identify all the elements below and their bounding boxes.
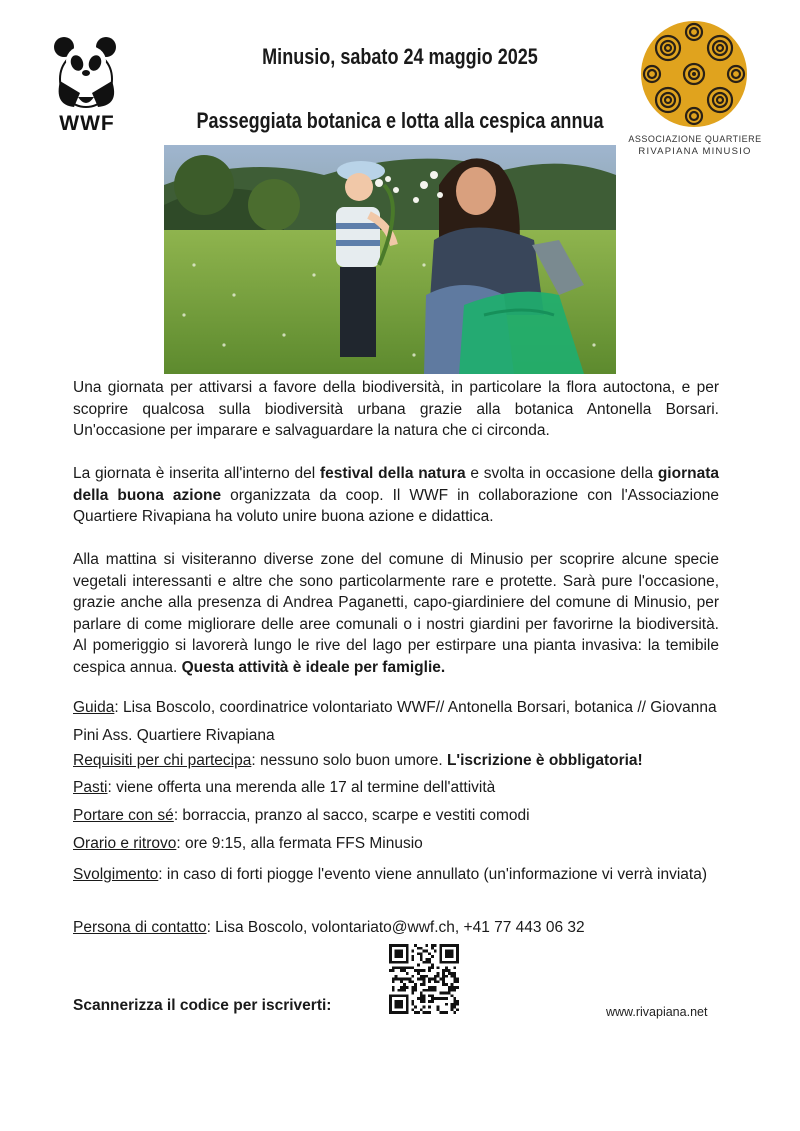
meals-label: Pasti	[73, 779, 108, 796]
aqr-name-line2: RIVAPIANA MINUSIO	[638, 146, 752, 157]
conduct-label: Svolgimento	[73, 866, 159, 883]
event-photo	[164, 145, 616, 374]
requirements-label: Requisiti per chi partecipa	[73, 752, 252, 769]
intro-paragraph-3	[73, 549, 719, 678]
bring-value: : borraccia, pranzo al sacco, scarpe e vestiti comodi	[173, 807, 530, 824]
event-date: Minusio, sabato 24 maggio 2025	[262, 44, 538, 69]
conduct-value: : in caso di forti piogge l'evento viene annullato (un'informazione vi verrà inviata)	[158, 866, 708, 883]
info-bring	[73, 805, 733, 826]
scan-instruction: Scannerizza il codice per iscriverti:	[73, 997, 332, 1014]
registration-required: L'iscrizione è obbligatoria!	[446, 752, 643, 769]
intro-paragraph-1: Una giornata per attivarsi a favore della biodiversità, in particolare la flora autoctona, e per scoprire qualcosa sulla biodiversità urbana grazie alla botanica Antonella Borsari. Un'occasione per imparare e salvaguardare la natura che ci circonda.	[73, 379, 719, 439]
p2-text-a: La giornata è inserita all'interno del	[73, 465, 320, 482]
info-requirements	[73, 750, 733, 771]
website-link[interactable]: www.rivapiana.net	[606, 1005, 708, 1019]
info-guide	[73, 694, 733, 750]
bring-label: Portare con sé	[73, 807, 174, 824]
p2-text-c: e svolta in occasione della	[465, 465, 658, 482]
panda-logo-icon	[50, 35, 122, 109]
qr-code-icon[interactable]	[389, 944, 459, 1014]
festival-highlight: festival della natura	[319, 465, 466, 482]
intro-paragraph-2	[73, 463, 719, 528]
concentric-circles-logo-icon	[638, 18, 750, 130]
contact-label: Persona di contatto	[73, 919, 207, 936]
event-title: Passeggiata botanica e lotta alla cespica annua	[196, 108, 604, 133]
p3-text-a: Alla mattina si visiteranno diverse zone del comune di Minusio per scoprire alcune specie vegetali interessanti e altre che sono particolarmente rare e protette. Sarà pure l'occasione, grazie anche alla presenza di Andrea Paganetti, capo-giardiniere del comune di Minusio, per parlare di come migliorare delle aree comunali o i nostri giardini per favorirne la biodiversità. Al pomeriggio si lavorerà lungo le rive del lago per estirpare una pianta invasiva: la temibile cespica annua.	[73, 551, 719, 676]
info-time-meeting	[73, 833, 733, 854]
meals-value: : viene offerta una merenda alle 17 al termine dell'attività	[107, 779, 496, 796]
p2-text-e: organizzata da coop. Il WWF in collaborazione con l'Associazione Quartiere Rivapiana ha voluto unire buona azione e didattica.	[73, 486, 719, 525]
contact-value: : Lisa Boscolo, volontariato@wwf.ch, +41 77 443 06 32	[206, 919, 585, 936]
wwf-wordmark: WWF	[59, 112, 115, 135]
time-value: : ore 9:15, alla fermata FFS Minusio	[176, 835, 423, 852]
info-contact	[73, 917, 733, 938]
aqr-logo	[638, 18, 750, 130]
guide-value: : Lisa Boscolo, coordinatrice volontariato WWF// Antonella Borsari, botanica // Giovanna Pini Ass. Quartiere Rivapiana	[73, 699, 717, 744]
time-label: Orario e ritrovo	[73, 835, 177, 852]
info-meals	[73, 777, 733, 798]
family-highlight: Questa attività è ideale per famiglie.	[181, 658, 446, 676]
aqr-name-line1: ASSOCIAZIONE QUARTIERE	[628, 134, 762, 144]
good-deed-highlight: giornata della buona azione	[73, 465, 719, 504]
requirements-value: : nessuno solo buon umore.	[251, 752, 447, 769]
info-conduct	[73, 861, 733, 889]
guide-label: Guida	[73, 699, 115, 716]
